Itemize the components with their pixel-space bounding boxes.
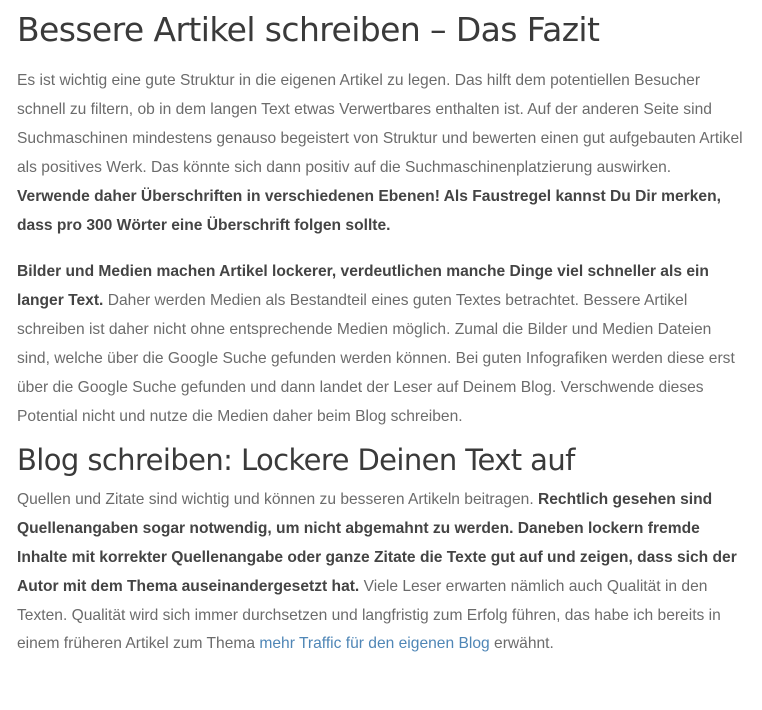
paragraph-text: erwähnt. <box>489 635 554 653</box>
heading-fazit: Bessere Artikel schreiben – Das Fazit <box>17 10 600 49</box>
paragraph-text: Es ist wichtig eine gute Struktur in die eigenen Artikel zu legen. Das hilft dem potentiellen Besucher schnell zu filtern, ob in dem langen Text etwas Verwertbares enthalten ist. Auf der anderen Seite sind Suchmaschinen mindestens genauso begeistert von Struktur und bewerten einen gut aufgebauten Artikel als positives Werk. Das könnte sich dann positiv auf die Suchmaschinenplatzierung auswirken. <box>17 72 743 176</box>
paragraph-bold-text: Rechtlich gesehen sind Quellenangaben sogar notwendig, um nicht abgemahnt zu werden. Daneben lockern fremde Inhalte mit korrekter Quellenangabe oder ganze Zitate die Texte gut auf und zeigen, dass sich der Autor mit dem Thema auseinandergesetzt hat. <box>17 490 737 595</box>
heading-lockere-text: Blog schreiben: Lockere Deinen Text auf <box>17 442 575 477</box>
paragraph-media <box>17 258 747 431</box>
paragraph-sources <box>17 486 747 659</box>
paragraph-text: Daher werden Medien als Bestandteil eines guten Textes betrachtet. Bessere Artikel schreiben ist daher nicht ohne entsprechende Medien möglich. Zumal die Bilder und Medien Dateien sind, welche über die Google Suche gefunden werden können. Bei guten Infografiken werden diese erst über die Google Suche gefunden und dann landet der Leser auf Deinem Blog. Verschwende dieses Potential nicht und nutze die Medien daher beim Blog schreiben. <box>17 292 735 425</box>
article-content <box>17 0 747 659</box>
traffic-article-link[interactable]: mehr Traffic für den eigenen Blog <box>259 635 490 653</box>
paragraph-text: Quellen und Zitate sind wichtig und können zu besseren Artikeln beitragen. <box>17 490 538 508</box>
paragraph-structure <box>17 67 747 240</box>
paragraph-text: Viele Leser erwarten nämlich auch Qualität in den Texten. Qualität wird sich immer durchsetzen und langfristig zum Erfolg führen, das habe ich bereits in einem früheren Artikel zum Thema <box>17 577 721 653</box>
paragraph-bold-text: Verwende daher Überschriften in verschiedenen Ebenen! Als Faustregel kannst Du Dir merken, dass pro 300 Wörter eine Überschrift folgen sollte. <box>17 187 721 234</box>
paragraph-bold-text: Bilder und Medien machen Artikel lockerer, verdeutlichen manche Dinge viel schneller als ein langer Text. <box>17 263 709 310</box>
